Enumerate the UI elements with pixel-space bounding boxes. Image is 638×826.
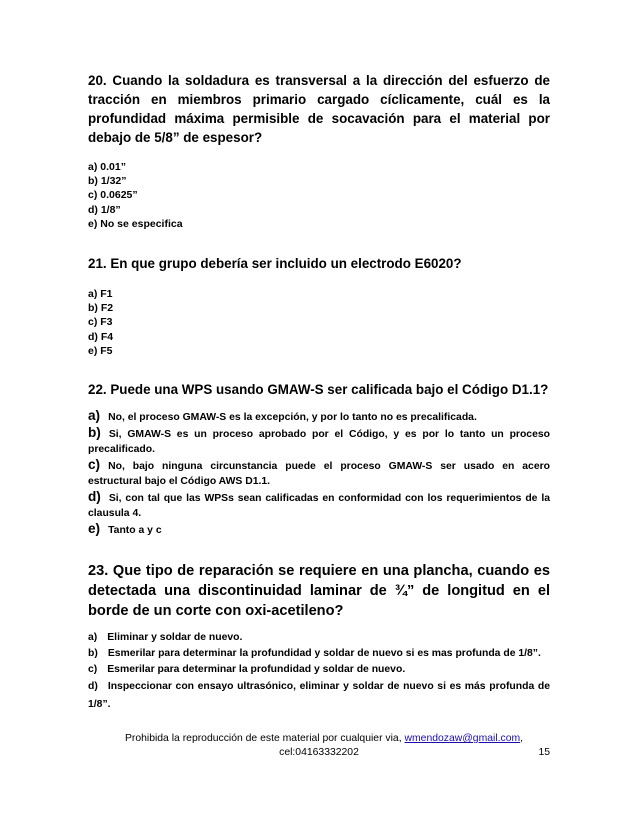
footer-text: Prohibida la reproducción de este material por cualquier via, — [124, 733, 405, 744]
option-21-a: a) F1 — [88, 288, 113, 300]
option-letter: c) — [88, 664, 98, 675]
footer-notice — [88, 732, 550, 746]
option-text: Esmerilar para determinar la profundidad y soldar de nuevo si es mas profunda de 1/8”. — [107, 648, 541, 659]
option-21-b: b) F2 — [88, 302, 114, 315]
option-22-d — [88, 489, 550, 521]
option-22-e — [88, 521, 550, 538]
option-22-a — [88, 408, 550, 425]
option-letter: c) — [88, 457, 101, 472]
option-22-c — [88, 457, 550, 489]
option-letter: a) — [88, 632, 98, 643]
footer-line-2 — [88, 746, 550, 760]
option-text: No, bajo ninguna circunstancia puede el proceso GMAW-S ser usado en acero estructural bajo el Código AWS D1.1. — [88, 461, 550, 487]
option-20-a: a) 0.01” — [88, 161, 126, 173]
question-22: 22. Puede una WPS usando GMAW-S ser calificada bajo el Código D1.1? — [88, 382, 549, 397]
question-20: 20. Cuando la soldadura es transversal a la dirección del esfuerzo de tracción en miembros primario cargado cíclicamente, cuál es la profundidad máxima permisible de socavación para el material por debajo de 5/8” de espesor? — [88, 73, 550, 145]
option-letter: e) — [88, 521, 101, 536]
footer-comma: , — [520, 733, 524, 744]
email-link[interactable]: wmendozaw@gmail.com — [404, 733, 521, 744]
question-21: 21. En que grupo debería ser incluido un electrodo E6020? — [88, 256, 462, 271]
option-21-d: d) F4 — [88, 330, 114, 343]
option-text: Inspeccionar con ensayo ultrasónico, eliminar y soldar de nuevo si es más profunda de 1/8”. — [88, 681, 550, 710]
option-20-e: e) No se especifica — [88, 217, 183, 230]
question-23-options — [88, 630, 550, 714]
option-text: Si, con tal que las WPSs sean calificadas en conformidad con los requerimientos de la clausula 4. — [88, 493, 550, 519]
option-text: Si, GMAW-S es un proceso aprobado por el Código, y es por lo tanto un proceso precalificado. — [88, 429, 550, 455]
option-21-e: e) F5 — [88, 344, 113, 357]
question-20-options — [88, 160, 183, 231]
question-21-options — [88, 287, 113, 358]
option-23-d — [88, 678, 550, 714]
page-footer — [88, 732, 550, 760]
option-22-b — [88, 425, 550, 457]
option-letter: b) — [88, 425, 101, 440]
option-text: Eliminar y soldar de nuevo. — [107, 632, 243, 643]
question-23: 23. Que tipo de reparación se requiere en una plancha, cuando es detectada una discontinuidad laminar de ¾” de longitud en el borde de un corte con oxi-acetileno? — [88, 563, 550, 619]
question-22-options — [88, 408, 550, 538]
option-21-c: c) F3 — [88, 316, 113, 329]
option-20-d: d) 1/8” — [88, 203, 121, 216]
option-23-b — [88, 646, 550, 662]
option-23-a — [88, 630, 550, 646]
page-number: 15 — [538, 747, 550, 758]
footer-phone: cel:04163332202 — [279, 747, 359, 758]
option-letter: d) — [88, 681, 98, 692]
option-text: Esmerilar para determinar la profundidad y soldar de nuevo. — [107, 664, 406, 675]
option-23-c — [88, 662, 550, 678]
option-letter: b) — [88, 648, 98, 659]
option-text: No, el proceso GMAW-S es la excepción, y por lo tanto no es precalificada. — [108, 412, 477, 423]
option-20-c: c) 0.0625” — [88, 189, 138, 202]
option-20-b: b) 1/32” — [88, 175, 127, 188]
option-letter: a) — [88, 408, 101, 423]
option-letter: d) — [88, 489, 101, 504]
option-text: Tanto a y c — [108, 525, 162, 536]
